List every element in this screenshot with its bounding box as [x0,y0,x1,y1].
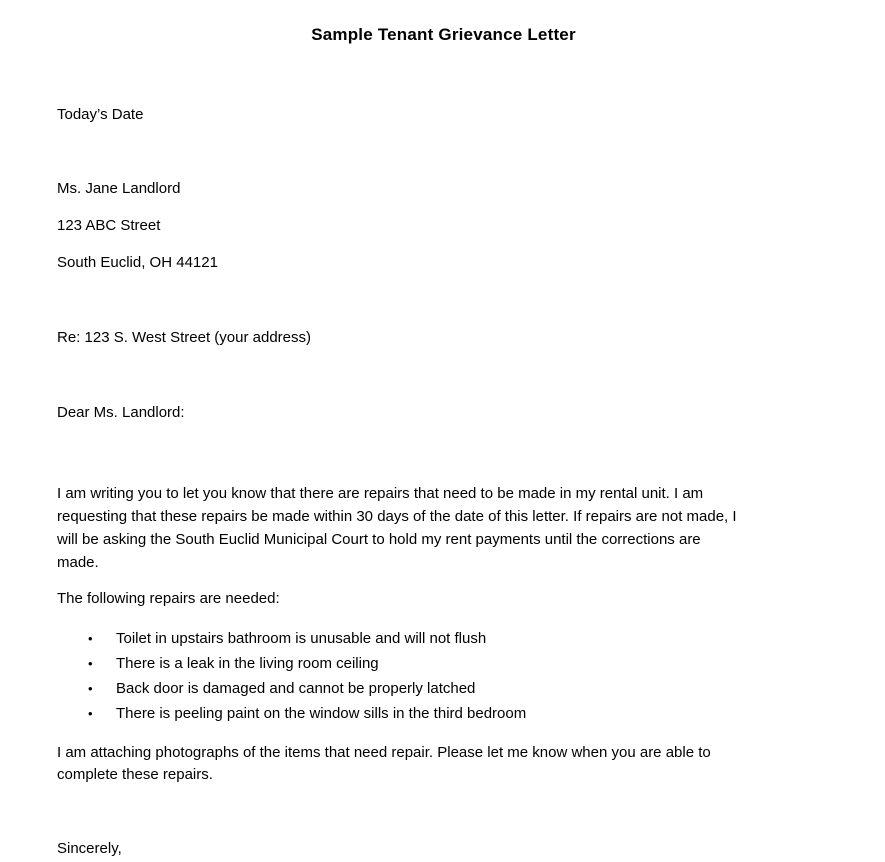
body-paragraph-2 [57,742,830,786]
list-item-text: Toilet in upstairs bathroom is unusable and will not flush [116,630,487,647]
list-item-text: There is peeling paint on the window sills in the third bedroom [116,705,527,722]
list-item [88,676,830,701]
list-item-text: There is a leak in the living room ceiling [116,655,379,672]
bullet-icon: • [88,681,93,696]
paragraph-line: complete these repairs. [57,766,213,783]
date-line: Today’s Date [57,106,144,123]
bullet-icon: • [88,656,93,671]
paragraph-line: I am attaching photographs of the items that need repair. Please let me know when you are able to [57,744,711,761]
repairs-list [57,626,830,726]
re-subject-line: Re: 123 S. West Street (your address) [57,329,311,346]
list-item [88,651,830,676]
bullet-icon: • [88,631,93,646]
body-paragraph-1 [57,482,830,574]
paragraph-line: will be asking the South Euclid Municipal Court to hold my rent payments until the corrections are [57,531,701,548]
bullet-icon: • [88,706,93,721]
list-item [88,626,830,651]
recipient-city-state-zip: South Euclid, OH 44121 [57,254,218,271]
list-item-text: Back door is damaged and cannot be properly latched [116,680,476,697]
recipient-name: Ms. Jane Landlord [57,180,181,197]
closing-line: Sincerely, [57,840,122,857]
list-item [88,701,830,726]
recipient-street: 123 ABC Street [57,217,161,234]
paragraph-line: requesting that these repairs be made within 30 days of the date of this letter. If repairs are not made, I [57,508,737,525]
repairs-intro-line: The following repairs are needed: [57,590,280,607]
document-title: Sample Tenant Grievance Letter [311,25,576,44]
paragraph-line: made. [57,554,99,571]
salutation: Dear Ms. Landlord: [57,404,185,421]
paragraph-line: I am writing you to let you know that there are repairs that need to be made in my rental unit. I am [57,485,704,502]
